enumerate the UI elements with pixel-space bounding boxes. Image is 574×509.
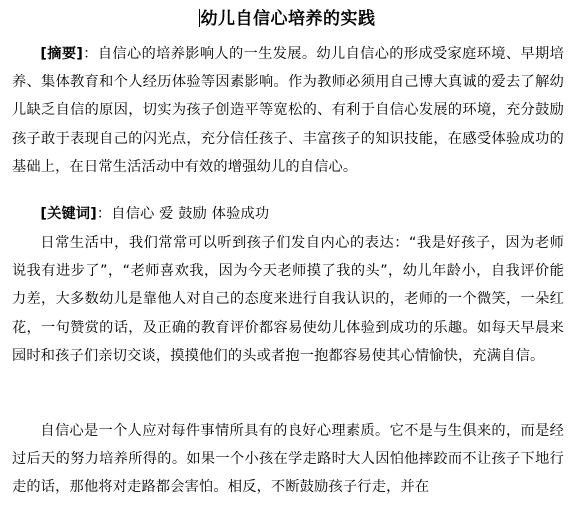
abstract-label: [摘要] (40, 46, 84, 62)
document-title-row (0, 6, 574, 32)
abstract-text: ：自信心的培养影响人的一生发展。幼儿自信心的形成受家庭环境、早期培养、集体教育和个人经历体验等因素影响。作为教师必须用自己博大真诚的爱去了解幼儿缺乏自信的原因，切实为孩子创造平等宽松的、有利于自信心发展的环境，充分鼓励孩子敢于表现自己的闪光点，充分信任孩子、丰富孩子的知识技能，在感受体验成功的基础上，在日常生活活动中有效的增强幼儿的自信心。 (12, 46, 564, 175)
keywords-label: [关键词] (40, 206, 97, 222)
abstract-paragraph (12, 40, 564, 181)
text-cursor (199, 9, 200, 27)
body-paragraph-2: 自信心是一个人应对每件事情所具有的良好心理素质。它不是与生俱来的，而是经过后天的努力培养所得的。如果一个小孩在学走路时大人因怕他摔跤而不让孩子下地行走的话，那他将对走路都会害怕。相反，不断鼓励孩子行走，并在 (12, 423, 564, 496)
body-paragraph-1: 日常生活中，我们常常可以听到孩子们发自内心的表达：“我是好孩子，因为老师说我有进步了”，“老师喜欢我，因为今天老师摸了我的头”，幼儿年龄小，自我评价能力差，大多数幼儿是靠他人对自己的态度来进行自我认识的，老师的一个微笑，一朵红花，一句赞赏的话，及正确的教育评价都容易使幼儿体验到成功的乐趣。如每天早晨来园时和孩子们亲切交谈，摸摸他们的头或者抱一抱都容易使其心情愉快，充满自信。 (12, 235, 564, 364)
keywords-paragraph (12, 200, 564, 228)
document-title: 幼儿自信心培养的实践 (200, 9, 376, 29)
keywords-text: ：自信心 爱 鼓励 体验成功 (96, 206, 270, 222)
